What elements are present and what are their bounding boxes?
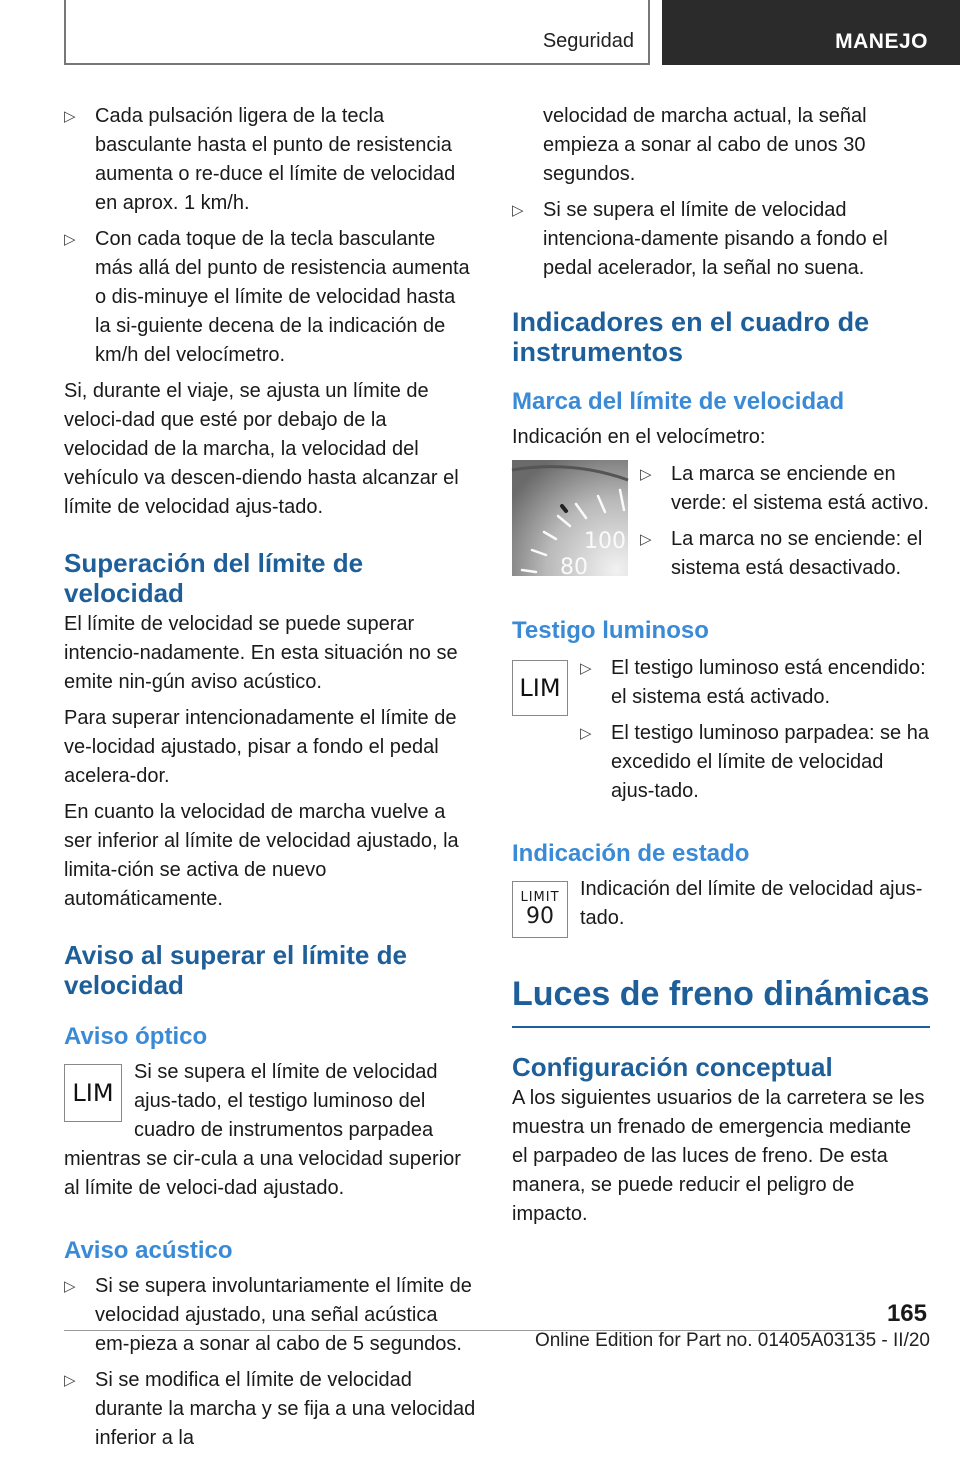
- limit-icon-word: LIMIT: [520, 890, 560, 905]
- heading-aviso-optico: Aviso óptico: [64, 1023, 208, 1050]
- speedo-row: [512, 460, 930, 590]
- paragraph: Si, durante el viaje, se ajusta un límite de veloci-dad que esté por debajo de la velocidad de la marcha, la velocidad del vehículo va descen-diendo hasta alcanzar el límite de velocidad ajus-tado.: [64, 380, 459, 518]
- footer-edition: Online Edition for Part no. 01405A03135 - II/20: [534, 1330, 930, 1351]
- paragraph: Indicación del límite de velocidad ajus-tado.: [580, 878, 923, 929]
- heading-indicadores: Indicadores en el cuadro de instrumentos: [512, 307, 870, 367]
- bullet-continuation: velocidad de marcha actual, la señal empieza a sonar al cabo de unos 30 segundos.: [543, 105, 867, 185]
- paragraph: Si se supera el límite de velocidad ajus-tado, el testigo luminoso del cuadro de instrumentos parpadea mientras se cir-cula a una velocidad superior al límite de veloci-dad ajustado.: [64, 1061, 461, 1199]
- bullet-item: ▷ El testigo luminoso está encendido: el sistema está activado.: [580, 654, 930, 712]
- section-title: Seguridad: [542, 30, 634, 52]
- chapter-tab: [662, 0, 960, 65]
- aviso-optico-block: [64, 1058, 476, 1210]
- bullet-item: ▷ Cada pulsación ligera de la tecla basculante hasta el punto de resistencia aumenta o re-duce el límite de velocidad en aprox. 1 km/h.: [64, 102, 476, 218]
- lim-icon-text: LIM: [72, 1079, 114, 1107]
- heading-superacion: Superación del límite de velocidad: [64, 548, 364, 608]
- bullet-item: ▷ Si se modifica el límite de velocidad durante la marcha y se fija a una velocidad inferior a la: [64, 1366, 476, 1453]
- bullet-item: ▷ Con cada toque de la tecla basculante más allá del punto de resistencia aumenta o dis-minuye el límite de velocidad hasta la si-guiente decena de la indicación de km/h del velocímetro.: [64, 225, 476, 370]
- page-number: 165: [886, 1300, 927, 1327]
- estado-row: [512, 875, 930, 940]
- speedometer-image: [512, 460, 628, 580]
- lim-warning-icon: [64, 1064, 122, 1122]
- paragraph: Indicación en el velocímetro:: [512, 426, 766, 448]
- bullet-item: ▷ La marca no se enciende: el sistema está desactivado.: [640, 525, 930, 583]
- paragraph: En cuanto la velocidad de marcha vuelve a ser inferior al límite de velocidad ajustado, la limita-ción se activa de nuevo automáticamente.: [64, 801, 459, 910]
- speedo-label-100: 100: [584, 529, 626, 554]
- heading-aviso: Aviso al superar el límite de velocidad: [64, 940, 407, 1000]
- bullet-item: ▷ El testigo luminoso parpadea: se ha excedido el límite de velocidad ajus-tado.: [580, 719, 930, 806]
- bullet-item: ▷ Si se supera involuntariamente el límite de velocidad ajustado, una señal acústica em-pieza a sonar al cabo de 5 segundos.: [64, 1272, 476, 1359]
- paragraph: A los siguientes usuarios de la carretera se les muestra un frenado de emergencia mediante el parpadeo de las luces de freno. De esta manera, se puede reducir el peligro de impacto.: [512, 1087, 925, 1225]
- lim-icon-text: LIM: [519, 674, 561, 702]
- bullet-item: ▷ La marca se enciende en verde: el sistema está activo.: [640, 460, 930, 518]
- right-column: [512, 102, 930, 1236]
- speedo-label-80: 80: [560, 555, 588, 580]
- heading-aviso-acustico: Aviso acústico: [64, 1237, 233, 1264]
- left-column: [64, 102, 476, 1460]
- paragraph: Para superar intencionadamente el límite de ve-locidad ajustado, pisar a fondo el pedal acelera-dor.: [64, 707, 457, 787]
- chapter-title: MANEJO: [835, 30, 928, 53]
- heading-luces: Luces de freno dinámicas: [512, 974, 930, 1028]
- heading-estado: Indicación de estado: [512, 840, 750, 867]
- limit-90-icon: [512, 881, 568, 938]
- testigo-row: [512, 654, 930, 813]
- bullet-item: ▷ Si se supera el límite de velocidad intenciona-damente pisando a fondo el pedal acelerador, la señal no suena.: [512, 196, 930, 283]
- limit-icon-value: 90: [526, 904, 554, 929]
- heading-config: Configuración conceptual: [512, 1052, 833, 1082]
- heading-marca: Marca del límite de velocidad: [512, 388, 845, 415]
- paragraph: El límite de velocidad se puede superar intencio-nadamente. En esta situación no se emite nin-gún aviso acústico.: [64, 613, 458, 693]
- header-section-box: [64, 0, 650, 65]
- heading-testigo: Testigo luminoso: [512, 617, 709, 644]
- lim-indicator-icon: [512, 660, 568, 716]
